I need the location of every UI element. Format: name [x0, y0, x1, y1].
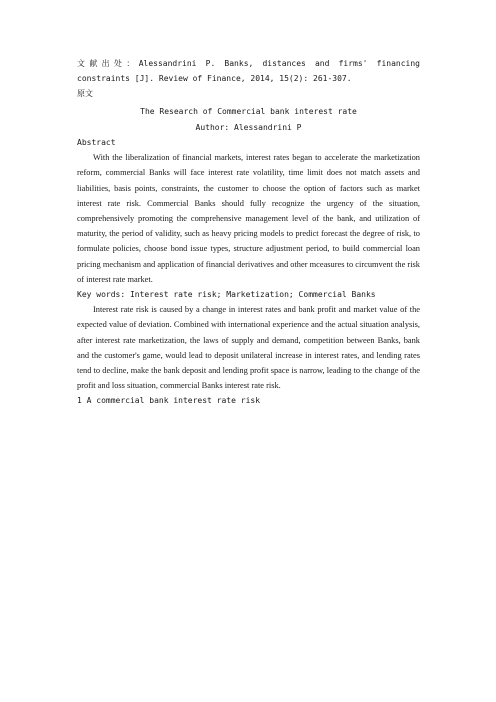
section-heading: 1 A commercial bank interest rate risk — [77, 396, 261, 406]
abstract-heading: Abstract — [77, 138, 116, 148]
document-author: Author: Alessandrini P — [195, 122, 302, 132]
document-title: The Research of Commercial bank interest rate — [140, 106, 357, 116]
original-label: 原文 — [77, 89, 93, 99]
source-citation: 文献出处：Alessandrini P. Banks, distances and firms' financing constraints [J]. Review of Finance, 2014, 15(2): 261-307. — [77, 59, 420, 84]
intro-paragraph: Interest rate risk is caused by a change in interest rates and bank profit and market value of the expected value of deviation. Combined with international experience and the actual situation analysis, after interest rate marketization, the laws of supply and demand, competition between Banks, bank and the customer's game, would lead to deposit unilateral increase in interest rates, and lending rates tend to decline, make the bank deposit and lending profit space is narrow, leading to the change of the profit and loss situation, commercial Banks interest rate risk. — [77, 305, 420, 391]
document-content — [77, 56, 420, 409]
abstract-body: With the liberalization of financial markets, interest rates began to accelerate the marketization reform, commercial Banks will face interest rate volatility, time limit does not match assets and liabilities, basis points, constraints, the customer to choose the option of factors such as market interest rate risk. Commercial Banks should fully recognize the urgency of the situation, comprehensively promoting the comprehensive management level of the bank, and utilization of maturity, the period of validity, such as heavy pricing models to predict forecast the degree of risk, to formulate policies, choose bond issue types, structure adjustment period, to build commercial loan pricing mechanism and application of financial derivatives and other mceasures to circumvent the risk of interest rate market. — [77, 153, 420, 284]
keywords: Key words: Interest rate risk; Marketization; Commercial Banks — [77, 290, 376, 300]
